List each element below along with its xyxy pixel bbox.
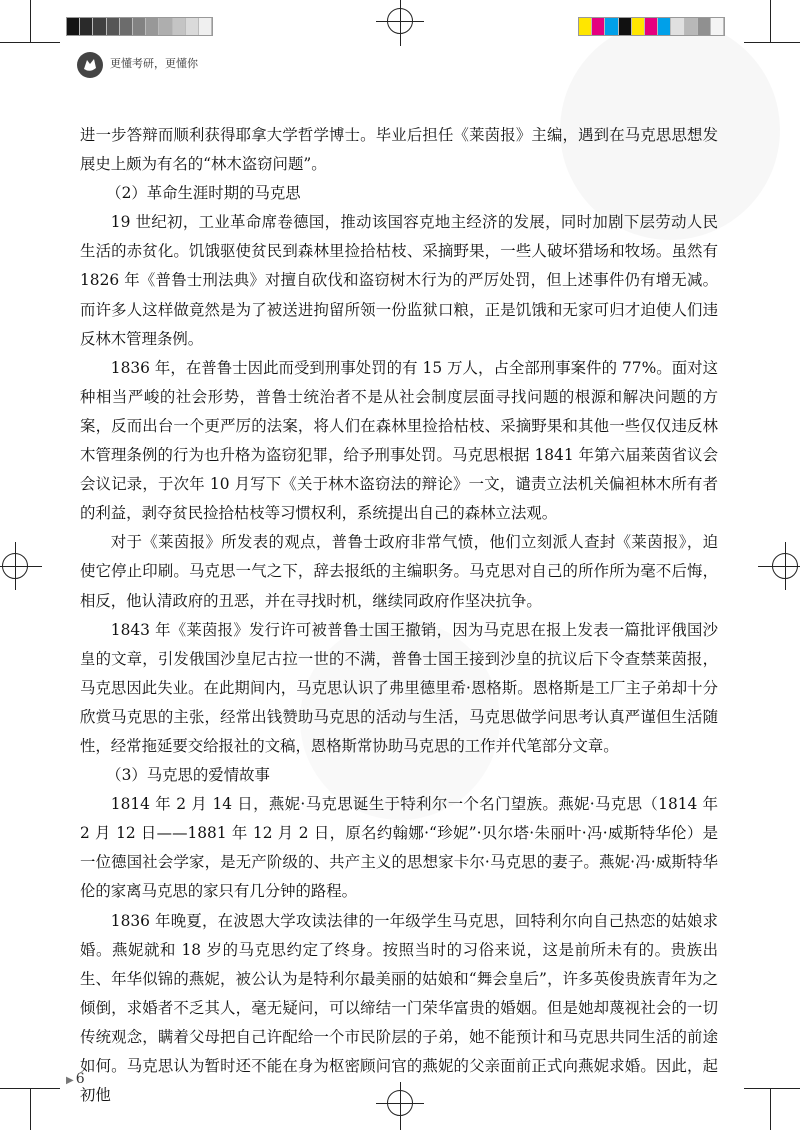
paragraph: 1814 年 2 月 14 日，燕妮·马克思诞生于特利尔一个名门望族。燕妮·马克思（1814 年 2 月 12 日——1881 年 12 月 2 日，原名约翰娜·“珍妮”·贝尔塔·朱丽叶·冯·威斯特华伦）是一位德国社会学家，是无产阶级的、共产主义的思想家卡尔·马克思的妻子。燕妮·冯·威斯特华伦的家离马克思的家只有几分钟的路程。 <box>80 795 718 901</box>
color-swatch <box>93 18 106 35</box>
color-swatch <box>133 18 146 35</box>
paragraph: 1836 年晚夏，在波恩大学攻读法律的一年级学生马克思，回特利尔向自己热恋的姑娘求婚。燕妮就和 18 岁的马克思约定了终身。按照当时的习俗来说，这是前所未有的。贵族出生、年华似锦的燕妮，被公认为是特利尔最美丽的姑娘和“舞会皇后”，许多英俊贵族青年为之倾倒，求婚者不乏其人，毫无疑问，可以缔结一门荣华富贵的婚姻。但是她却蔑视社会的一切传统观念，瞒着父母把自己许配给一个市民阶层的子弟，她不能预计和马克思共同生活的前途如何。马克思认为暂时还不能在身为枢密顾问官的燕妮的父亲面前正式向燕妮求婚。因此，起初他 <box>80 911 718 1105</box>
color-swatch <box>605 18 618 35</box>
crop-mark <box>770 1088 771 1130</box>
crop-mark <box>744 1088 800 1089</box>
gray-calibration-strip <box>66 17 213 36</box>
crop-mark <box>0 42 60 43</box>
color-calibration-strip <box>578 17 725 36</box>
section-heading: （3）马克思的爱情故事 <box>106 766 270 785</box>
page-arrow-icon: ▶ <box>66 1075 74 1086</box>
page-number <box>66 1071 85 1087</box>
registration-crosshair <box>400 0 401 46</box>
crop-mark <box>0 1088 60 1089</box>
color-swatch <box>645 18 658 35</box>
header-slogan: 更懂考研，更懂你 <box>110 57 198 70</box>
crop-mark <box>30 1088 31 1130</box>
fox-logo-icon <box>77 52 103 78</box>
paragraph: 1843 年《莱茵报》发行许可被普鲁士国王撤销，因为马克思在报上发表一篇批评俄国沙皇的文章，引发俄国沙皇尼古拉一世的不满，普鲁士国王接到沙皇的抗议后下令查禁莱茵报，马克思因此失业。在此期间内，马克思认识了弗里德里希·恩格斯。恩格斯是工厂主子弟却十分欣赏马克思的主张，经常出钱赞助马克思的活动与生活，马克思做学问思考认真严谨但生活随性，经常拖延要交给报社的文稿，恩格斯常协助马克思的工作并代笔部分文章。 <box>80 620 718 755</box>
color-swatch <box>671 18 684 35</box>
color-swatch <box>619 18 632 35</box>
color-swatch <box>107 18 120 35</box>
registration-crosshair <box>376 21 424 22</box>
color-swatch <box>159 18 172 35</box>
color-swatch <box>711 18 724 35</box>
registration-crosshair <box>758 566 800 567</box>
color-swatch <box>698 18 711 35</box>
paragraph: 19 世纪初，工业革命席卷德国，推动该国容克地主经济的发展，同时加剧下层劳动人民生活的赤贫化。饥饿驱使贫民到森林里捡拾枯枝、采摘野果，一些人破坏猎场和牧场。虽然有 1826 年《普鲁士刑法典》对擅自砍伐和盗窃树木行为的严厉处罚，但上述事件仍有增无减。而许多人这样做竟然是为了被送进拘留所领一份监狱口粮，正是饥饿和无家可归才迫使人们违反林木管理条例。 <box>80 213 718 348</box>
crop-mark <box>30 0 31 42</box>
document-body <box>80 121 718 1110</box>
color-swatch <box>67 18 80 35</box>
section-heading: （2）革命生涯时期的马克思 <box>106 184 301 203</box>
color-swatch <box>80 18 93 35</box>
color-swatch <box>658 18 671 35</box>
paragraph: 对于《莱茵报》所发表的观点，普鲁士政府非常气愤，他们立刻派人查封《莱茵报》，迫使它停止印刷。马克思一气之下，辞去报纸的主编职务。马克思对自己的所作所为毫不后悔，相反，他认清政府的丑恶，并在寻找时机，继续同政府作坚决抗争。 <box>80 533 718 610</box>
color-swatch <box>173 18 186 35</box>
color-swatch <box>186 18 199 35</box>
crop-mark <box>770 0 771 42</box>
color-swatch <box>592 18 605 35</box>
registration-crosshair <box>15 542 16 590</box>
color-swatch <box>146 18 159 35</box>
paragraph: 进一步答辩而顺利获得耶拿大学哲学博士。毕业后担任《莱茵报》主编，遇到在马克思思想发展史上颇为有名的“林木盗窃问题”。 <box>80 126 718 174</box>
color-swatch <box>685 18 698 35</box>
paragraph: 1836 年，在普鲁士因此而受到刑事处罚的有 15 万人，占全部刑事案件的 77%。面对这种相当严峻的社会形势，普鲁士统治者不是从社会制度层面寻找问题的根源和解决问题的方案，反而出台一个更严厉的法案，将人们在森林里捡拾枯枝、采摘野果和其他一些仅仅违反林木管理条例的行为也升格为盗窃犯罪，给予刑事处罚。马克思根据 1841 年第六届莱茵省议会会议记录，于次年 10 月写下《关于林木盗窃法的辩论》一文，谴责立法机关偏袒林木所有者的利益，剥夺贫民捡拾枯枝等习惯权利，系统提出自己的森林立法观。 <box>80 358 718 523</box>
color-swatch <box>632 18 645 35</box>
page-number-text: 6 <box>75 1071 85 1087</box>
color-swatch <box>120 18 133 35</box>
color-swatch <box>199 18 212 35</box>
crop-mark <box>744 42 800 43</box>
registration-crosshair <box>0 566 42 567</box>
color-swatch <box>579 18 592 35</box>
registration-crosshair <box>785 542 786 590</box>
